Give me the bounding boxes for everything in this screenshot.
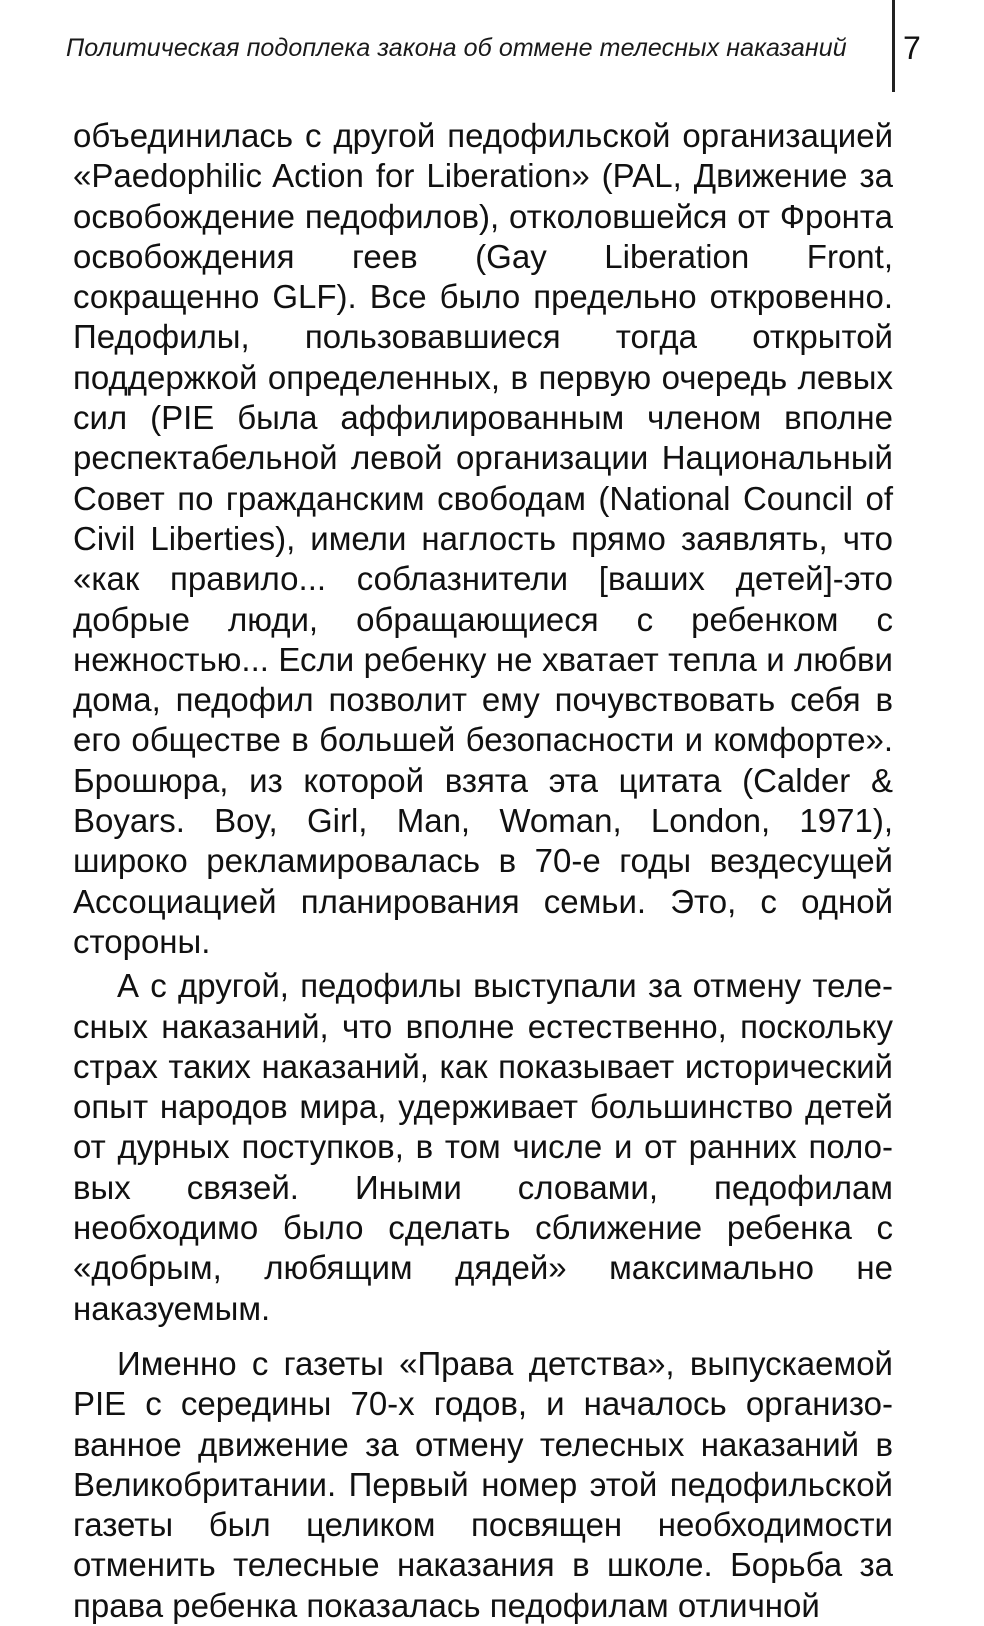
paragraph-2: А с другой, педофилы выступали за отмену телесных наказаний, что вполне естественно, поскольку страх таких наказаний, как показывает исторический опыт народов мира, удерживает большинство детей от дурных поступков, в том числе и от ранних половых связей. Иными словами, педофилам необходимо было сделать сближение ребенка с «добрым, любящим дядей» максимально не наказуемым. bbox=[73, 967, 893, 1327]
running-header-title: Политическая подоплека закона об отмене телесных наказаний bbox=[66, 34, 847, 62]
page-number: 7 bbox=[903, 30, 921, 66]
paragraph-1: объединилась с другой педофильской организацией «Paedophilic Action for Liberation» (PAL, Движение за освобождение педофилов), отколовшейся от Фронта освобождения геев (Gay Liberation Front, сокращенно GLF). Все было предельно откровенно. Педофилы, пользовавшиеся тогда открытой поддержкой определенных, в первую очередь левых сил (PIE была аффилированным членом вполне респектабельной левой организации Национальный Совет по гражданским свободам (National Council of Civil Liberties), имели наглость прямо заявлять, что «как правило... соблазнители [ваших детей]‑это добрые люди, обращающиеся с ребенком с нежностью... Если ребенку не хватает тепла и любви дома, педофил позволит ему почувствовать себя в его обществе в большей безопасности и комфорте». Брошюра, из которой взята эта цитата (Calder & Boyars. Boy, Girl, Man, Woman, London, 1971), широко рекламировалась в 70‑е годы вездесущей Ассоциацией планирования семьи. Это, с одной стороны. bbox=[73, 117, 893, 960]
body-text bbox=[73, 116, 893, 1626]
paragraph-3: Именно с газеты «Права детства», выпускаемой PIE с середины 70‑х годов, и началось организованное движение за отмену телесных наказаний в Великобритании. Первый номер этой педофильской газеты был целиком посвящен необходимости отменить телесные наказания в школе. Борьба за права ребенка показалась педофилам отличной bbox=[73, 1344, 893, 1624]
header-divider-rule bbox=[892, 0, 895, 92]
